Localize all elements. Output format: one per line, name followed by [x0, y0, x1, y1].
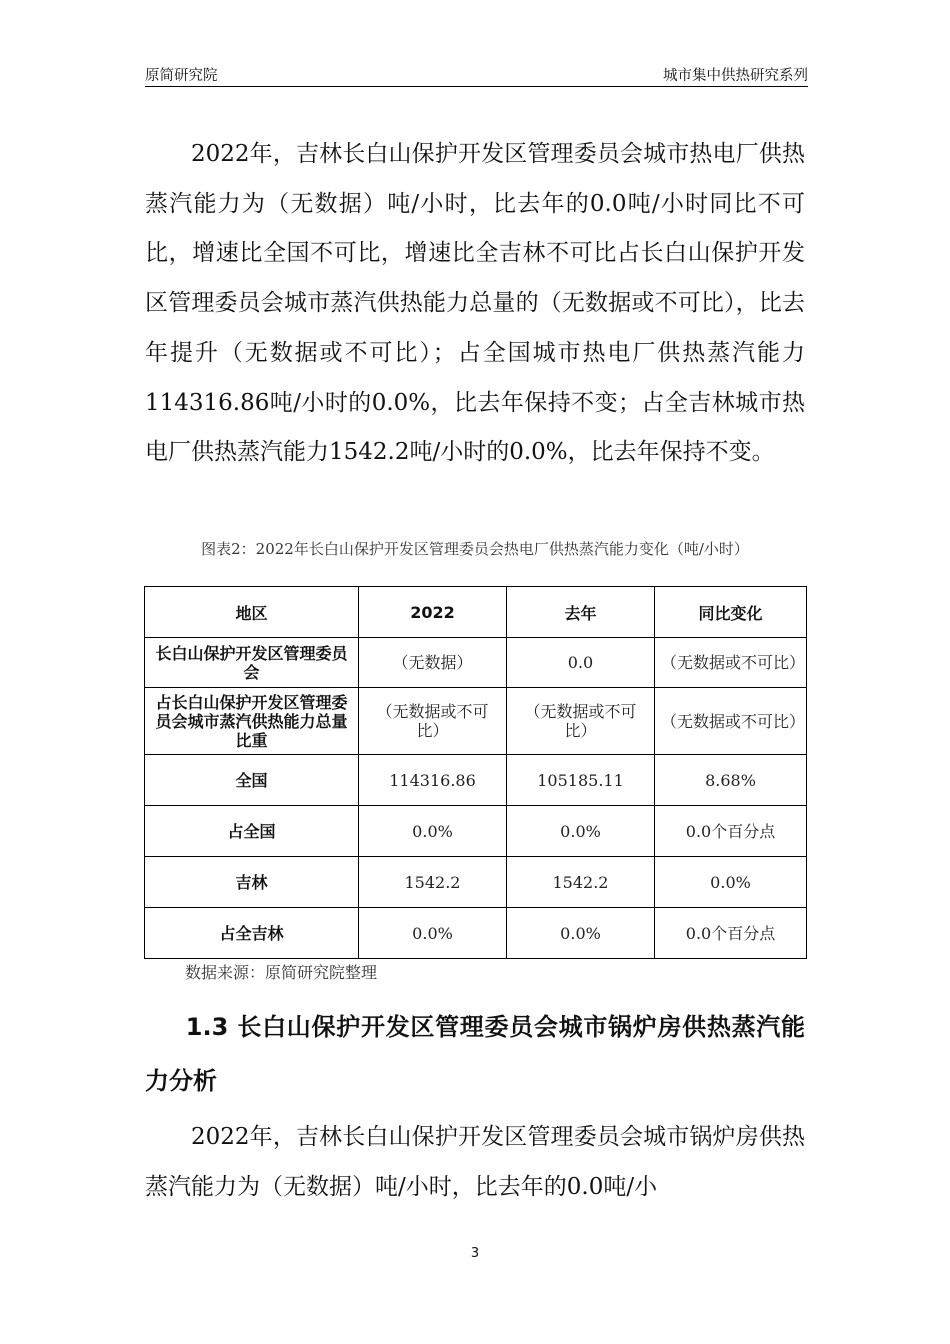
table-row	[145, 638, 807, 688]
header-cell: 同比变化	[655, 587, 807, 638]
table-cell: （无数据或不可比）	[655, 688, 807, 755]
section-heading	[145, 1000, 805, 1108]
table-row	[145, 755, 807, 806]
body-paragraph-2: 2022年，吉林长白山保护开发区管理委员会城市锅炉房供热蒸汽能力为（无数据）吨/小时，比去年的0.0吨/小	[145, 1124, 805, 1200]
section-number: 1.3	[185, 1013, 229, 1041]
header-right-text: 城市集中供热研究系列	[663, 68, 808, 84]
row-label: 长白山保护开发区管理委员会	[145, 638, 359, 688]
table-cell: 105185.11	[507, 755, 655, 806]
row-label: 占全国	[145, 806, 359, 857]
table-cell: 8.68%	[655, 755, 807, 806]
table-cell: 0.0%	[507, 806, 655, 857]
table-header-row	[145, 587, 807, 638]
page-number: 3	[470, 1246, 480, 1261]
table-cell: 0.0%	[359, 908, 507, 959]
table-cell: 114316.86	[359, 755, 507, 806]
page-header	[145, 62, 808, 87]
table-cell: 1542.2	[507, 857, 655, 908]
header-cell: 地区	[145, 587, 359, 638]
table-row	[145, 908, 807, 959]
table-cell: 0.0%	[655, 857, 807, 908]
table-cell: （无数据）	[359, 638, 507, 688]
row-label: 占全吉林	[145, 908, 359, 959]
row-label: 吉林	[145, 857, 359, 908]
row-label: 占长白山保护开发区管理委员会城市蒸汽供热能力总量比重	[145, 688, 359, 755]
table-caption: 图表2：2022年长白山保护开发区管理委员会热电厂供热蒸汽能力变化（吨/小时）	[201, 540, 749, 558]
table-cell: 1542.2	[359, 857, 507, 908]
table-cell: 0.0个百分点	[655, 806, 807, 857]
table-row	[145, 806, 807, 857]
table-cell: （无数据或不可比）	[359, 688, 507, 755]
table-cell: （无数据或不可比）	[655, 638, 807, 688]
header-cell: 2022	[359, 587, 507, 638]
table-source-note: 数据来源：原简研究院整理	[185, 963, 378, 982]
header-left-text: 原简研究院	[145, 68, 218, 84]
table-cell: 0.0%	[359, 806, 507, 857]
table-cell: 0.0	[507, 638, 655, 688]
body-paragraph-1: 2022年，吉林长白山保护开发区管理委员会城市热电厂供热蒸汽能力为（无数据）吨/小时，比去年的0.0吨/小时同比不可比，增速比全国不可比，增速比全吉林不可比占长白山保护开发区管理委员会城市蒸汽供热能力总量的（无数据或不可比），比去年提升（无数据或不可比）；占全国城市热电厂供热蒸汽能力114316.86吨/小时的0.0%，比去年保持不变；占全吉林城市热电厂供热蒸汽能力1542.2吨/小时的0.0%，比去年保持不变。	[145, 141, 805, 466]
table-row	[145, 688, 807, 755]
section-title: 长白山保护开发区管理委员会城市锅炉房供热蒸汽能力分析	[145, 1013, 806, 1095]
table-row	[145, 857, 807, 908]
data-table	[144, 586, 807, 959]
row-label: 全国	[145, 755, 359, 806]
table-cell: 0.0个百分点	[655, 908, 807, 959]
header-cell: 去年	[507, 587, 655, 638]
table-cell: 0.0%	[507, 908, 655, 959]
table-cell: （无数据或不可比）	[507, 688, 655, 755]
